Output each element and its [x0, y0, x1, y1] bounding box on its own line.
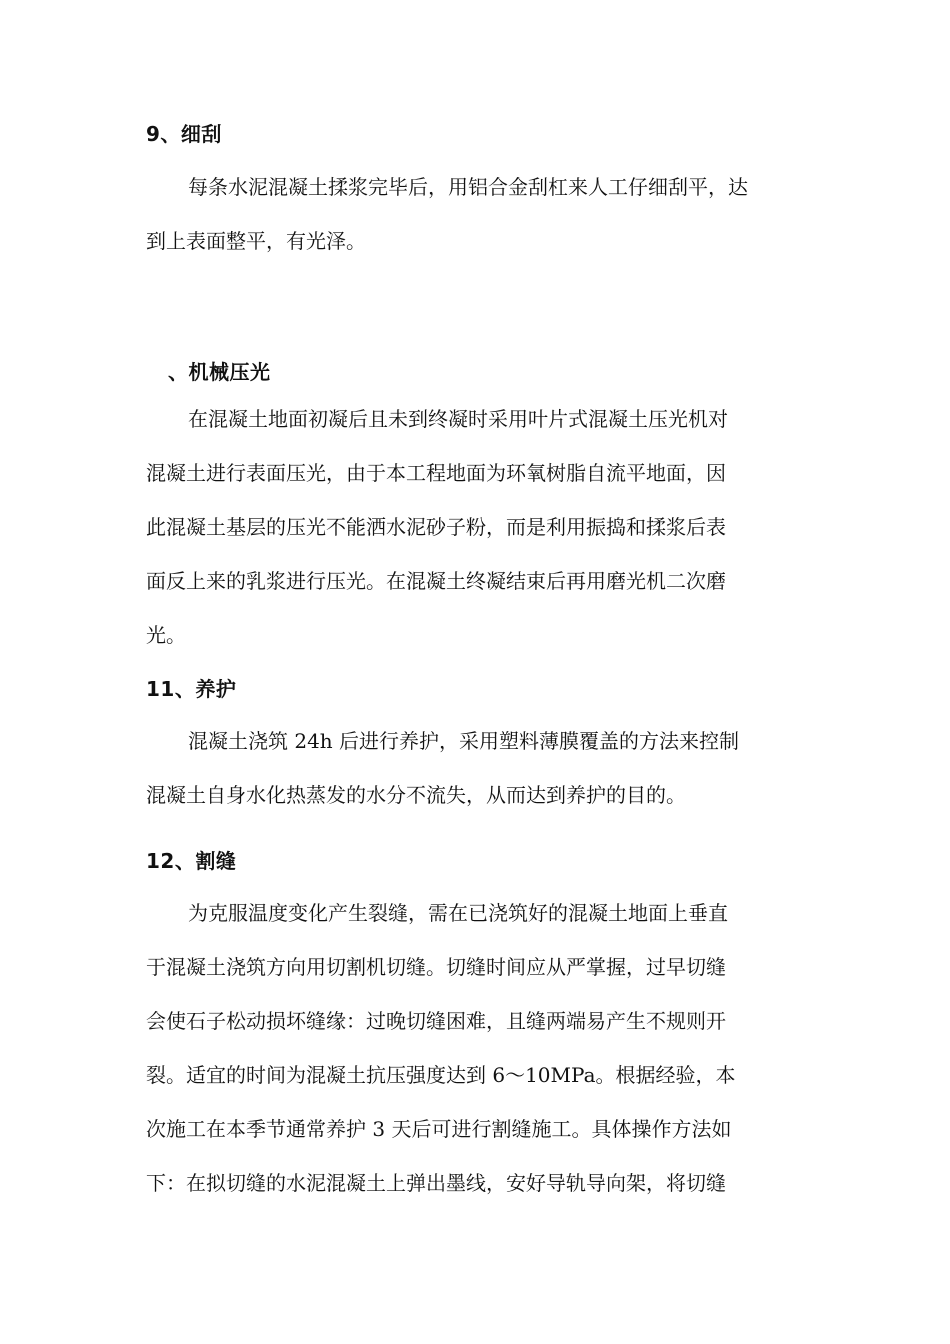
- paragraph-line: 在混凝土地面初凝后且未到终凝时采用叶片式混凝土压光机对: [188, 407, 728, 431]
- section-body-12: [146, 886, 736, 1210]
- paragraph-line: 裂。适宜的时间为混凝土抗压强度达到 6～10MPa。根据经验，本: [146, 1063, 736, 1087]
- paragraph-line: 为克服温度变化产生裂缝，需在已浇筑好的混凝土地面上垂直: [188, 901, 728, 925]
- section-heading-11: 11、养护: [146, 677, 237, 701]
- paragraph-line: 次施工在本季节通常养护 3 天后可进行割缝施工。具体操作方法如: [146, 1117, 732, 1141]
- paragraph-line: 每条水泥混凝土揉浆完毕后，用铝合金刮杠来人工仔细刮平，达: [188, 175, 748, 199]
- section-heading-9: 9、细刮: [146, 122, 222, 146]
- section-heading-12: 12、割缝: [146, 849, 237, 873]
- paragraph-line: 混凝土自身水化热蒸发的水分不流失，从而达到养护的目的。: [146, 783, 686, 807]
- section-body-11: [146, 714, 739, 822]
- section-heading-10: 、机械压光: [168, 360, 271, 384]
- paragraph-line: 混凝土进行表面压光，由于本工程地面为环氧树脂自流平地面，因: [146, 461, 726, 485]
- paragraph-line: 会使石子松动损坏缝缘：过晚切缝困难，且缝两端易产生不规则开: [146, 1009, 726, 1033]
- paragraph-line: 光。: [146, 623, 186, 647]
- paragraph-line: 此混凝土基层的压光不能洒水泥砂子粉，而是利用振捣和揉浆后表: [146, 515, 726, 539]
- section-body-10: [146, 392, 728, 662]
- paragraph-line: 到上表面整平，有光泽。: [146, 229, 366, 253]
- paragraph-line: 面反上来的乳浆进行压光。在混凝土终凝结束后再用磨光机二次磨: [146, 569, 726, 593]
- paragraph-line: 混凝土浇筑 24h 后进行养护，采用塑料薄膜覆盖的方法来控制: [188, 729, 740, 753]
- paragraph-line: 下：在拟切缝的水泥混凝土上弹出墨线，安好导轨导向架，将切缝: [146, 1171, 726, 1195]
- paragraph-line: 于混凝土浇筑方向用切割机切缝。切缝时间应从严掌握，过早切缝: [146, 955, 726, 979]
- section-body-9: [146, 160, 748, 268]
